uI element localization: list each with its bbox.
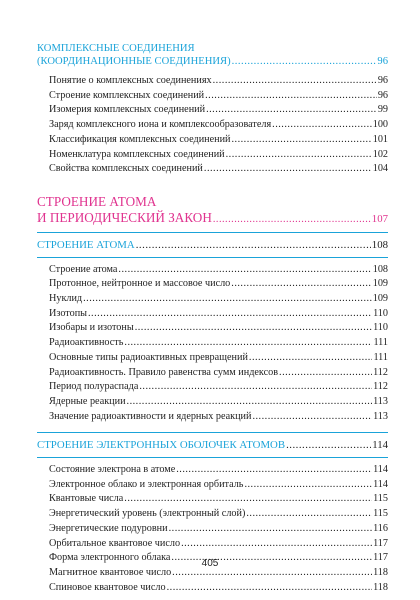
toc-entry-text: Состояние электрона в атоме — [49, 464, 176, 476]
toc-entry-text: Ядерные реакции — [49, 395, 126, 407]
leader-dots — [286, 438, 371, 453]
leader-dots — [231, 277, 371, 292]
section-title-line2[interactable] — [37, 55, 388, 68]
divider — [37, 257, 388, 258]
toc-entry-text: Нуклид — [49, 293, 83, 305]
leader-dots — [181, 537, 372, 552]
page-ref: 100 — [372, 119, 388, 131]
section-atom-structure — [37, 238, 388, 433]
leader-dots — [232, 55, 377, 68]
leader-dots — [124, 492, 372, 507]
section-items — [37, 263, 388, 425]
toc-entry-text: Электронное облако и электронная орбиталь — [49, 478, 244, 490]
page-ref: 113 — [373, 395, 388, 407]
toc-entry-text: Радиоактивность — [49, 337, 124, 349]
page-ref: 113 — [373, 410, 388, 422]
page-ref: 111 — [373, 337, 388, 349]
leader-dots — [272, 118, 372, 133]
page-ref: 99 — [377, 104, 388, 116]
toc-entry[interactable] — [37, 380, 388, 395]
toc-entry-text: Энергетический уровень (электронный слой) — [49, 508, 246, 520]
chapter-title-text: СТРОЕНИЕ АТОМА — [37, 193, 157, 209]
toc-entry[interactable] — [37, 118, 388, 133]
page-ref: 117 — [373, 537, 388, 549]
page-number: 405 — [201, 558, 219, 569]
toc-entry-text: Значение радиоактивности и ядерных реакций — [49, 410, 252, 422]
toc-entry[interactable] — [37, 522, 388, 537]
page-ref: 112 — [373, 381, 388, 393]
section-title-text: (КООРДИНАЦИОННЫЕ СОЕДИНЕНИЯ) — [37, 56, 231, 67]
page-ref: 114 — [372, 439, 388, 452]
toc-entry[interactable] — [37, 89, 388, 104]
chapter-title-line1[interactable] — [37, 194, 388, 210]
toc-entry[interactable] — [37, 307, 388, 322]
leader-dots — [205, 89, 377, 104]
toc-entry[interactable] — [37, 492, 388, 507]
chapter-atom — [37, 194, 388, 233]
page-ref: 111 — [373, 351, 388, 363]
toc-entry-text: Протонное, нейтронное и массовое число — [49, 278, 231, 290]
toc-entry-text: Строение комплексных соединений — [49, 89, 205, 101]
toc-entry[interactable] — [37, 463, 388, 478]
leader-dots — [167, 581, 373, 596]
divider — [37, 457, 388, 458]
leader-dots — [204, 162, 372, 177]
toc-entry[interactable] — [37, 351, 388, 366]
toc-entry[interactable] — [37, 410, 388, 425]
toc-entry-text: Заряд комплексного иона и комплексообразователя — [49, 119, 272, 131]
toc-entry-text: Свойства комплексных соединений — [49, 163, 203, 175]
section-title[interactable] — [37, 238, 388, 253]
leader-dots — [244, 478, 372, 493]
section-title-text: КОМПЛЕКСНЫЕ СОЕДИНЕНИЯ — [37, 43, 195, 54]
page-ref: 104 — [372, 163, 388, 175]
toc-entry-text: Понятие о комплексных соединениях — [49, 75, 212, 86]
page-ref: 118 — [373, 581, 388, 593]
page-ref: 118 — [373, 566, 388, 578]
toc-entry[interactable] — [37, 478, 388, 493]
page-ref: 114 — [373, 464, 388, 476]
leader-dots — [206, 103, 377, 118]
toc-entry-text: Радиоактивность. Правило равенства сумм индексов — [49, 366, 279, 378]
toc-entry-text: Изотопы — [49, 307, 87, 319]
toc-entry[interactable] — [37, 263, 388, 278]
toc-entry[interactable] — [37, 162, 388, 177]
section-electron-shells — [37, 438, 388, 595]
page-ref: 110 — [373, 322, 388, 334]
chapter-title-text: И ПЕРИОДИЧЕСКИЙ ЗАКОН — [37, 209, 212, 225]
leader-dots — [118, 263, 371, 278]
toc-entry-text: Период полураспада — [49, 381, 139, 393]
leader-dots — [279, 366, 372, 381]
page-ref: 117 — [373, 552, 388, 564]
page-ref: 109 — [372, 293, 388, 305]
leader-dots — [246, 507, 372, 522]
toc-entry-text: Спиновое квантовое число — [49, 581, 166, 593]
page-ref: 108 — [371, 238, 388, 251]
toc-entry[interactable] — [37, 366, 388, 381]
toc-entry[interactable] — [37, 321, 388, 336]
page-ref: 102 — [372, 148, 388, 160]
page-ref: 112 — [373, 366, 388, 378]
section-complex-compounds — [37, 42, 388, 177]
page-ref: 96 — [377, 89, 388, 101]
toc-entry[interactable] — [37, 277, 388, 292]
section-items — [37, 74, 388, 177]
divider — [37, 432, 388, 433]
leader-dots — [213, 74, 377, 89]
toc-entry-text: Форма электронного облака — [49, 552, 171, 564]
toc-entry-text: Изомерия комплексных соединений — [49, 104, 206, 116]
toc-entry-text: Основные типы радиоактивных превращений — [49, 351, 248, 363]
leader-dots — [83, 292, 372, 307]
page-ref: 108 — [372, 263, 388, 275]
leader-dots — [136, 238, 371, 253]
toc-entry[interactable] — [37, 133, 388, 148]
section-title-text: СТРОЕНИЕ АТОМА — [37, 238, 135, 251]
toc-entry[interactable] — [37, 292, 388, 307]
page-ref: 116 — [373, 522, 388, 534]
section-items — [37, 463, 388, 595]
toc-entry[interactable] — [37, 336, 388, 351]
toc-entry[interactable] — [37, 148, 388, 163]
leader-dots — [226, 148, 372, 163]
leader-dots — [213, 212, 371, 228]
chapter-title-line2[interactable] — [37, 210, 388, 228]
leader-dots — [231, 133, 371, 148]
toc-entry-text: Орбитальное квантовое число — [49, 537, 181, 549]
leader-dots — [88, 307, 372, 322]
leader-dots — [124, 336, 372, 351]
divider — [37, 232, 388, 233]
toc-entry-text: Классификация комплексных соединений — [49, 133, 231, 145]
page-ref: 101 — [372, 133, 388, 145]
leader-dots — [135, 321, 372, 336]
toc-entry[interactable] — [37, 581, 388, 596]
leader-dots — [249, 351, 373, 366]
section-title[interactable] — [37, 438, 388, 453]
toc-entry[interactable] — [37, 395, 388, 410]
leader-dots — [139, 380, 372, 395]
toc-entry[interactable] — [37, 103, 388, 118]
toc-entry-text: Изобары и изотоны — [49, 322, 134, 334]
toc-entry-text: Магнитное квантовое число — [49, 566, 172, 578]
toc-entry[interactable] — [37, 507, 388, 522]
page-ref: 115 — [373, 493, 388, 505]
leader-dots — [127, 395, 373, 410]
section-title-line1[interactable] — [37, 42, 388, 55]
toc-entry-text: Строение атома — [49, 263, 118, 275]
toc-entry-text: Энергетические подуровни — [49, 522, 168, 534]
table-of-contents — [37, 42, 388, 595]
leader-dots — [252, 410, 372, 425]
toc-entry-text: Квантовые числа — [49, 493, 124, 505]
toc-entry[interactable] — [37, 537, 388, 552]
page-ref: 110 — [373, 307, 388, 319]
toc-entry[interactable] — [37, 74, 388, 89]
page-ref: 96 — [377, 75, 388, 86]
leader-dots — [169, 522, 373, 537]
page-ref: 96 — [377, 56, 388, 67]
page-ref: 107 — [371, 212, 388, 225]
page-ref: 115 — [373, 508, 388, 520]
section-title-text: СТРОЕНИЕ ЭЛЕКТРОННЫХ ОБОЛОЧЕК АТОМОВ — [37, 439, 286, 452]
page-ref: 114 — [373, 478, 388, 490]
leader-dots — [176, 463, 372, 478]
page-ref: 109 — [372, 278, 388, 290]
toc-entry-text: Номенклатура комплексных соединений — [49, 148, 225, 160]
